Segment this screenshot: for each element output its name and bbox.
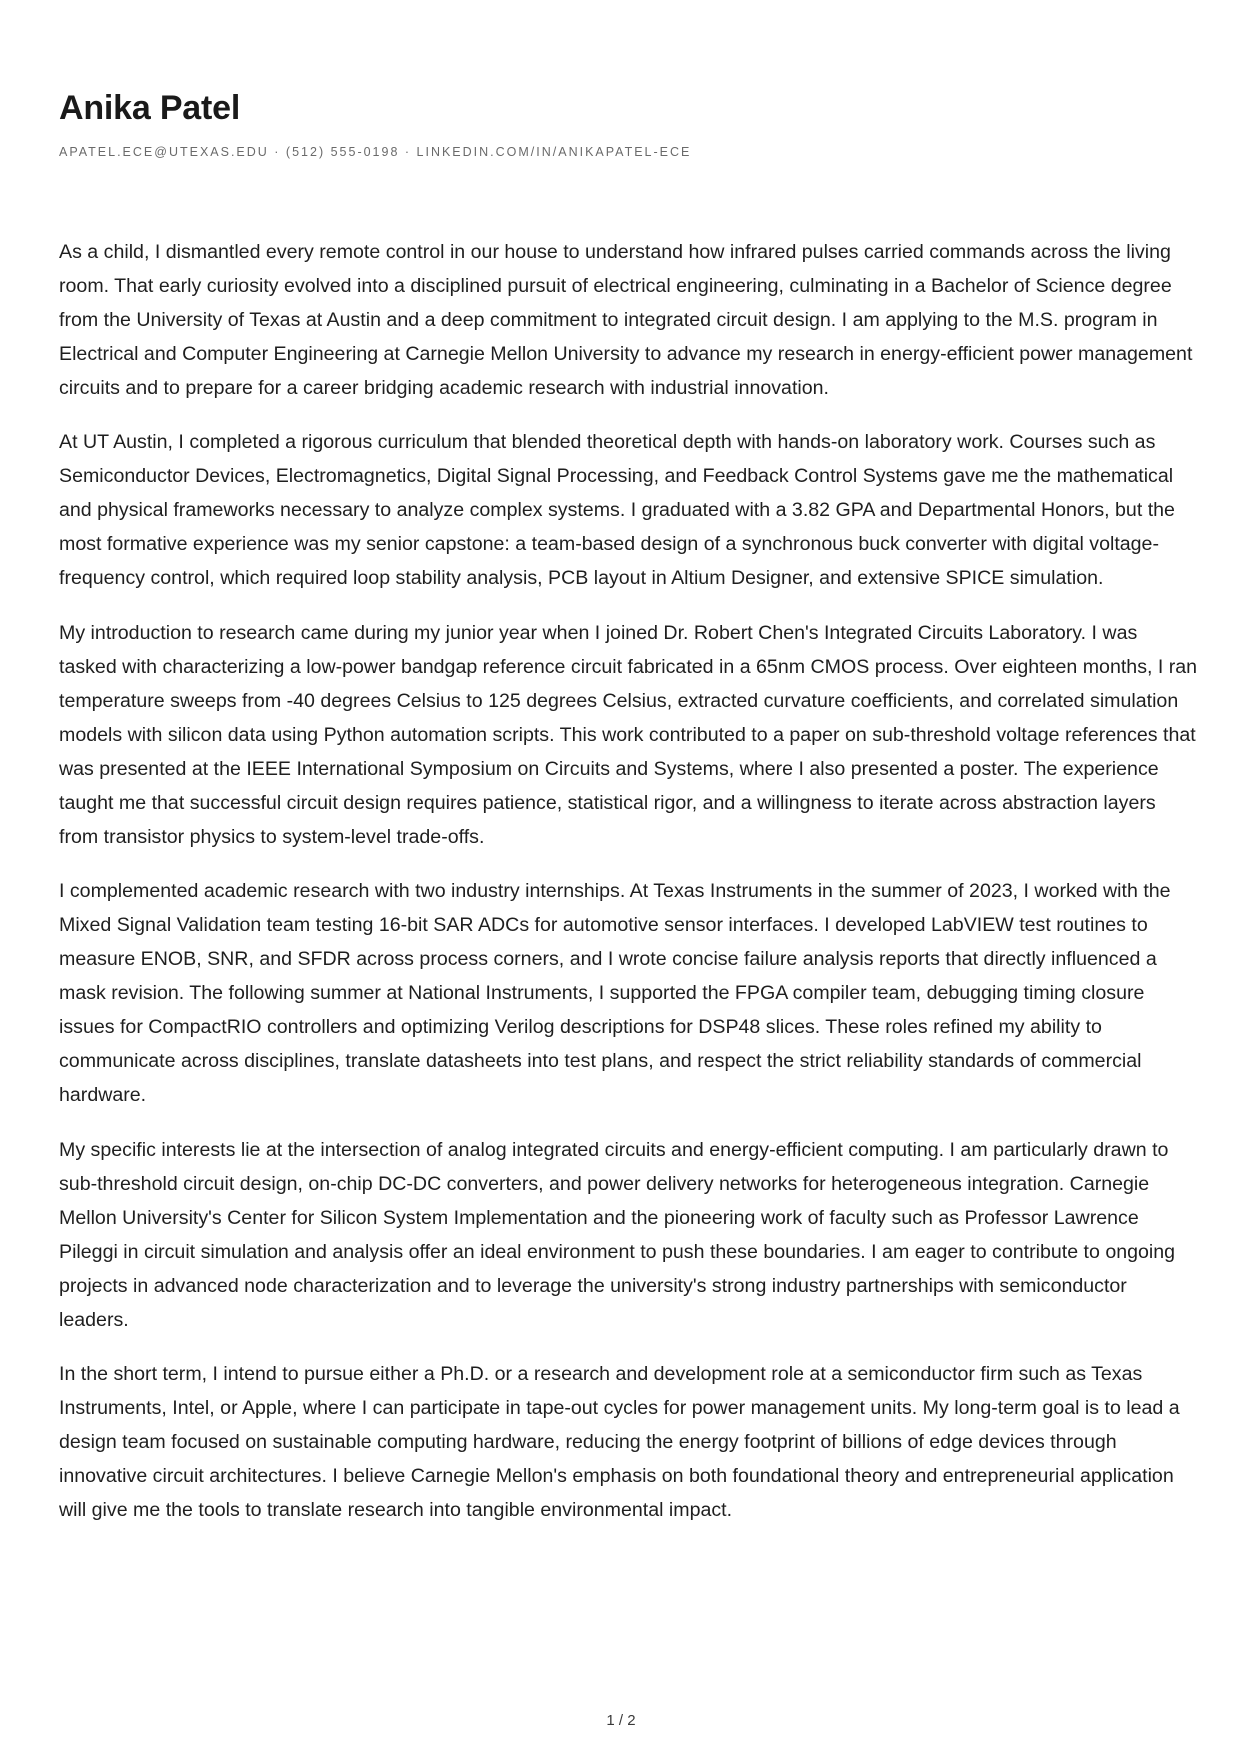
paragraph-6: In the short term, I intend to pursue either a Ph.D. or a research and development role at a semiconductor firm such as Texas Instruments, Intel, or Apple, where I can participate in tape-out cycles for power management units. My long-term goal is to lead a design team focused on sustainable computing hardware, reducing the energy footprint of billions of edge devices through innovative circuit architectures. I believe Carnegie Mellon's emphasis on both foundational theory and entrepreneurial application will give me the tools to translate research into tangible environmental impact. — [59, 1362, 1180, 1521]
paragraph-2: At UT Austin, I completed a rigorous curriculum that blended theoretical depth with hands-on laboratory work. Courses such as Semiconductor Devices, Electromagnetics, Digital Signal Processing, and Feedback Control Systems gave me the mathematical and physical frameworks necessary to analyze complex systems. I graduated with a 3.82 GPA and Departmental Honors, but the most formative experience was my senior capstone: a team-based design of a synchronous buck converter with digital voltage-frequency control, which required loop stability analysis, PCB layout in Altium Designer, and extensive SPICE simulation. — [59, 431, 1175, 590]
contact-line: APATEL.ECE@UTEXAS.EDU · (512) 555-0198 · LINKEDIN.COM/IN/ANIKAPATEL-ECE — [59, 145, 692, 159]
statement-body — [59, 235, 1199, 1547]
document-header — [59, 86, 1189, 161]
paragraph-5: My specific interests lie at the intersection of analog integrated circuits and energy-efficient computing. I am particularly drawn to sub-threshold circuit design, on-chip DC-DC converters, and power delivery networks for heterogeneous integration. Carnegie Mellon University's Center for Silicon System Implementation and the pioneering work of faculty such as Professor Lawrence Pileggi in circuit simulation and analysis offer an ideal environment to push these boundaries. I am eager to contribute to ongoing projects in advanced node characterization and to leverage the university's strong industry partnerships with semiconductor leaders. — [59, 1138, 1176, 1331]
page-number: 1 / 2 — [606, 1712, 636, 1729]
paragraph-3: My introduction to research came during my junior year when I joined Dr. Robert Chen's Integrated Circuits Laboratory. I was tasked with characterizing a low-power bandgap reference circuit fabricated in a 65nm CMOS process. Over eighteen months, I ran temperature sweeps from -40 degrees Celsius to 125 degrees Celsius, extracted curvature coefficients, and correlated simulation models with silicon data using Python automation scripts. This work contributed to a paper on sub-threshold voltage references that was presented at the IEEE International Symposium on Circuits and Systems, where I also presented a poster. The experience taught me that successful circuit design requires patience, statistical rigor, and a willingness to iterate across abstraction layers from transistor physics to system-level trade-offs. — [59, 621, 1198, 848]
paragraph-4: I complemented academic research with two industry internships. At Texas Instruments in the summer of 2023, I worked with the Mixed Signal Validation team testing 16-bit SAR ADCs for automotive sensor interfaces. I developed LabVIEW test routines to measure ENOB, SNR, and SFDR across process corners, and I wrote concise failure analysis reports that directly influenced a mask revision. The following summer at National Instruments, I supported the FPGA compiler team, debugging timing closure issues for CompactRIO controllers and optimizing Verilog descriptions for DSP48 slices. These roles refined my ability to communicate across disciplines, translate datasheets into test plans, and respect the strict reliability standards of commercial hardware. — [59, 880, 1171, 1107]
paragraph-1: As a child, I dismantled every remote control in our house to understand how infrared pulses carried commands across the living room. That early curiosity evolved into a disciplined pursuit of electrical engineering, culminating in a Bachelor of Science degree from the University of Texas at Austin and a deep commitment to integrated circuit design. I am applying to the M.S. program in Electrical and Computer Engineering at Carnegie Mellon University to advance my research in energy-efficient power management circuits and to prepare for a career bridging academic research with industrial innovation. — [59, 241, 1193, 399]
author-name: Anika Patel — [59, 89, 241, 127]
